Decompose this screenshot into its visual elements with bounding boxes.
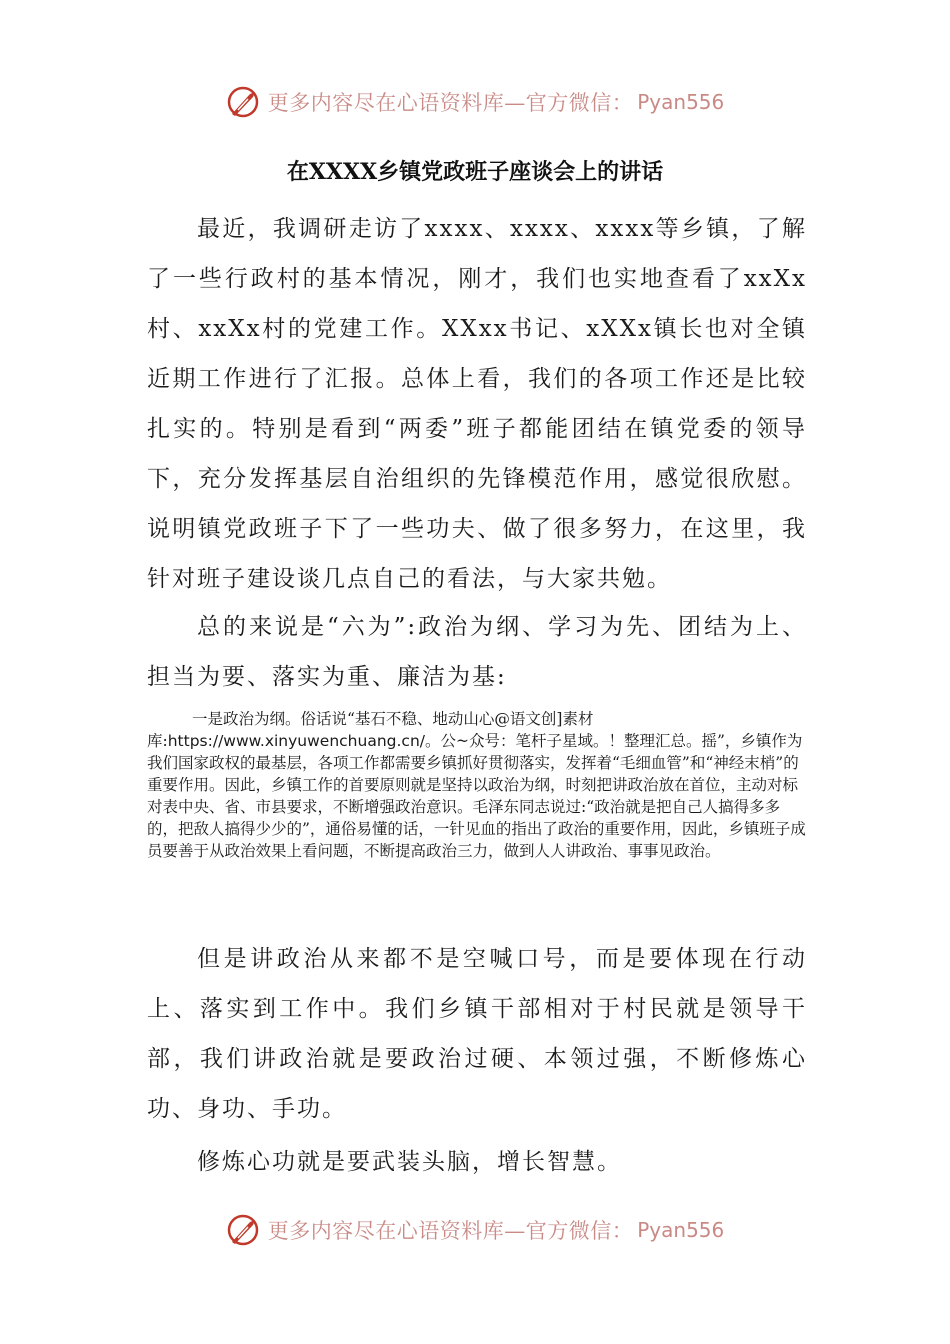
document-title: 在XXXX乡镇党政班子座谈会上的讲话 [286, 159, 664, 185]
paragraph-intro: 最近，我调研走访了xxxx、xxxx、xxxx等乡镇，了解了一些行政村的基本情况，刚才，我们也实地查看了xxXx村、xxXx村的党建工作。XXxx书记、xXXx镇长也对全镇近期工作进行了汇报。总体上看，我们的各项工作还是比较扎实的。特别是看到“两委”班子都能团结在镇党委的领导下，充分发挥基层自治组织的先锋模范作用，感觉很欣慰。说明镇党政班子下了一些功夫、做了很多努力，在这里，我针对班子建设谈几点自己的看法，与大家共勉。 [147, 216, 807, 592]
paragraph-action: 但是讲政治从来都不是空喊口号，而是要体现在行动上、落实到工作中。我们乡镇干部相对于村民就是领导干部，我们讲政治就是要政治过硬、本领过强，不断修炼心功、身功、手功。 [147, 946, 807, 1122]
watermark-text: 更多内容尽在心语资料库—官方微信： [267, 1219, 634, 1243]
paragraph-six-principles: 总的来说是“六为”:政治为纲、学习为先、团结为上、担当为要、落实为重、廉洁为基: [147, 614, 807, 690]
pen-logo-icon [226, 84, 262, 120]
footer-watermark [0, 1208, 950, 1252]
header-watermark [0, 80, 950, 124]
paragraph-politics [147, 708, 807, 862]
watermark-text: 更多内容尽在心语资料库—官方微信： [267, 91, 634, 115]
paragraph-politics-part2: 。公~众号：笔杆子星域。！整理汇总。摇”，乡镇作为我们国家政权的最基层，各项工作都需要乡镇抓好贯彻落实，发挥着“毛细血管”和“神经末梢”的重要作用。因此，乡镇工作的首要原则就是坚持以政治为纲，时刻把讲政治放在首位，主动对标对表中央、省、市县要求，不断增强政治意识。毛泽东同志说过:“政治就是把自己人搞得多多的，把敌人搞得少少的”，通俗易懂的话，一针见血的指出了政治的重要作用，因此，乡镇班子成员要善于从政治效果上看问题，不断提高政治三力，做到人人讲政治、事事见政治。 [147, 732, 806, 860]
watermark-wechat-id: Pyan556 [637, 1218, 725, 1242]
paragraph-heart-skill: 修炼心功就是要武装头脑，增长智慧。 [197, 1149, 622, 1175]
pen-logo-icon [226, 1212, 262, 1248]
paragraph-politics-part1: 一是政治为纲。俗话说“基石不稳、地动山心@语文创]素材库: [147, 710, 594, 750]
source-url: https://www.xinyuwenchuang.cn/ [167, 732, 425, 750]
watermark-wechat-id: Pyan556 [637, 90, 725, 114]
